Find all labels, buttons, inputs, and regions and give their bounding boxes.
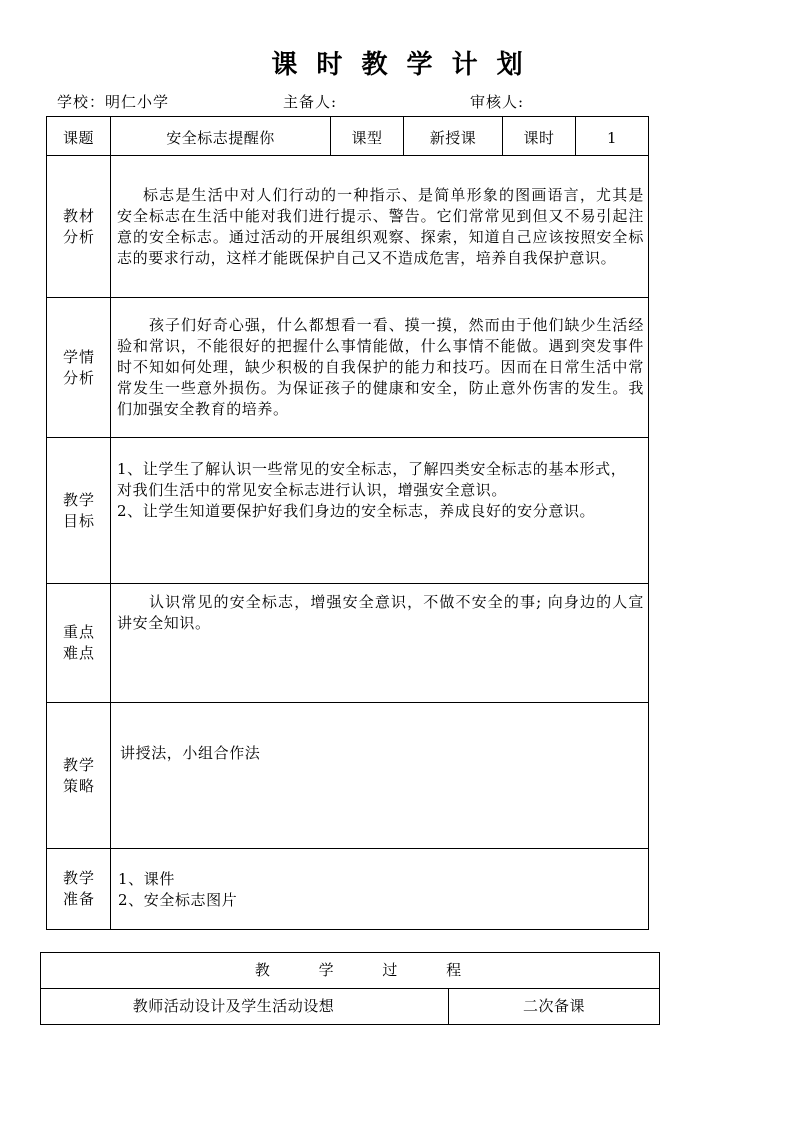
school-name: 明仁小学 xyxy=(105,93,170,111)
section-content xyxy=(111,703,648,848)
section-row-teaching-strategy xyxy=(47,703,648,849)
text-line: 安全标志在生活中能对我们进行提示、警告。它们常常见到但又不易引起注 xyxy=(117,207,644,225)
lesson-plan-table xyxy=(46,116,649,930)
section-label xyxy=(47,849,111,929)
reviewer-label: 审核人: xyxy=(470,93,525,111)
text-line: 讲授法，小组合作法 xyxy=(120,744,261,762)
section-row-key-points xyxy=(47,584,648,703)
section-content xyxy=(111,849,648,929)
section-label xyxy=(47,438,111,583)
section-row-teaching-goals xyxy=(47,438,648,584)
section-label-line: 教学 xyxy=(62,869,95,887)
section-label-line: 目标 xyxy=(62,511,95,530)
teaching-process-title: 教 学 过 程 xyxy=(254,961,462,979)
text-line: 对我们生活中的常见安全标志进行认识，增强安全意识。 xyxy=(117,481,508,499)
preparer-label: 主备人: xyxy=(283,93,338,111)
page-title: 课 时 教 学 计 划 xyxy=(271,50,523,80)
section-row-student-analysis xyxy=(47,298,648,438)
text-line: 们加强安全教育的培养。 xyxy=(117,400,289,418)
activity-design-header: 教师活动设计及学生活动设想 xyxy=(41,989,449,1024)
lesson-type-label: 课型 xyxy=(331,117,404,155)
section-content xyxy=(111,298,648,437)
periods-label: 课时 xyxy=(503,117,576,155)
teaching-process-table xyxy=(40,952,660,1025)
text-line: 时不知如何处理，缺少积极的自我保护的能力和技巧。因而在日常生活中常 xyxy=(117,358,644,376)
section-label-line: 分析 xyxy=(62,227,95,246)
school-info xyxy=(57,93,169,111)
section-label-line: 准备 xyxy=(62,890,95,908)
section-label-line: 学情 xyxy=(62,347,95,366)
text-line: 孩子们好奇心强，什么都想看一看、摸一摸，然而由于他们缺少生活经 xyxy=(149,316,644,334)
section-content xyxy=(111,156,648,297)
text-line: 2、让学生知道要保护好我们身边的安全标志，养成良好的安分意识。 xyxy=(117,502,596,520)
text-line: 讲安全知识。 xyxy=(117,614,211,632)
section-label-line: 分析 xyxy=(62,368,95,387)
section-content xyxy=(111,438,648,583)
text-line: 2、安全标志图片 xyxy=(118,891,238,909)
section-label-line: 教材 xyxy=(62,206,95,225)
school-label: 学校： xyxy=(57,93,106,111)
text-line: 1、课件 xyxy=(118,870,175,888)
second-preparation-header: 二次备课 xyxy=(522,997,585,1015)
section-label xyxy=(47,584,111,702)
teaching-process-header-row xyxy=(41,989,659,1024)
topic-label: 课题 xyxy=(47,117,111,155)
section-content xyxy=(111,584,648,702)
text-line: 认识常见的安全标志，增强安全意识，不做不安全的事; 向身边的人宣 xyxy=(149,593,644,611)
text-line: 志的要求行动，这样才能既保护自己又不造成危害，培养自我保护意识。 xyxy=(117,249,617,267)
text-line: 意的安全标志。通过活动的开展组织观察、探索，知道自己应该按照安全标 xyxy=(117,228,644,246)
section-label-line: 重点 xyxy=(62,623,95,641)
section-label-line: 教学 xyxy=(62,755,95,774)
section-label-line: 难点 xyxy=(62,644,95,662)
section-row-material-analysis xyxy=(47,156,648,298)
section-label xyxy=(47,703,111,848)
periods-value: 1 xyxy=(606,129,618,147)
section-label xyxy=(47,156,111,297)
section-label xyxy=(47,298,111,437)
topic-value: 安全标志提醒你 xyxy=(111,117,331,155)
text-line: 验和常识，不能很好的把握什么事情能做，什么事情不能做。遇到突发事件 xyxy=(117,337,644,355)
section-label-line: 教学 xyxy=(62,490,95,509)
lesson-type-value: 新授课 xyxy=(404,117,503,155)
teaching-process-title-row xyxy=(41,953,659,989)
text-line: 标志是生活中对人们行动的一种指示、是简单形象的图画语言，尤其是 xyxy=(143,186,644,204)
section-row-teaching-preparation xyxy=(47,849,648,929)
text-line: 1、让学生了解认识一些常见的安全标志，了解四类安全标志的基本形式， xyxy=(117,460,627,478)
lesson-info-row xyxy=(47,117,648,156)
section-label-line: 策略 xyxy=(62,776,95,795)
text-line: 常发生一些意外损伤。为保证孩子的健康和安全，防止意外伤害的发生。我 xyxy=(117,379,644,397)
